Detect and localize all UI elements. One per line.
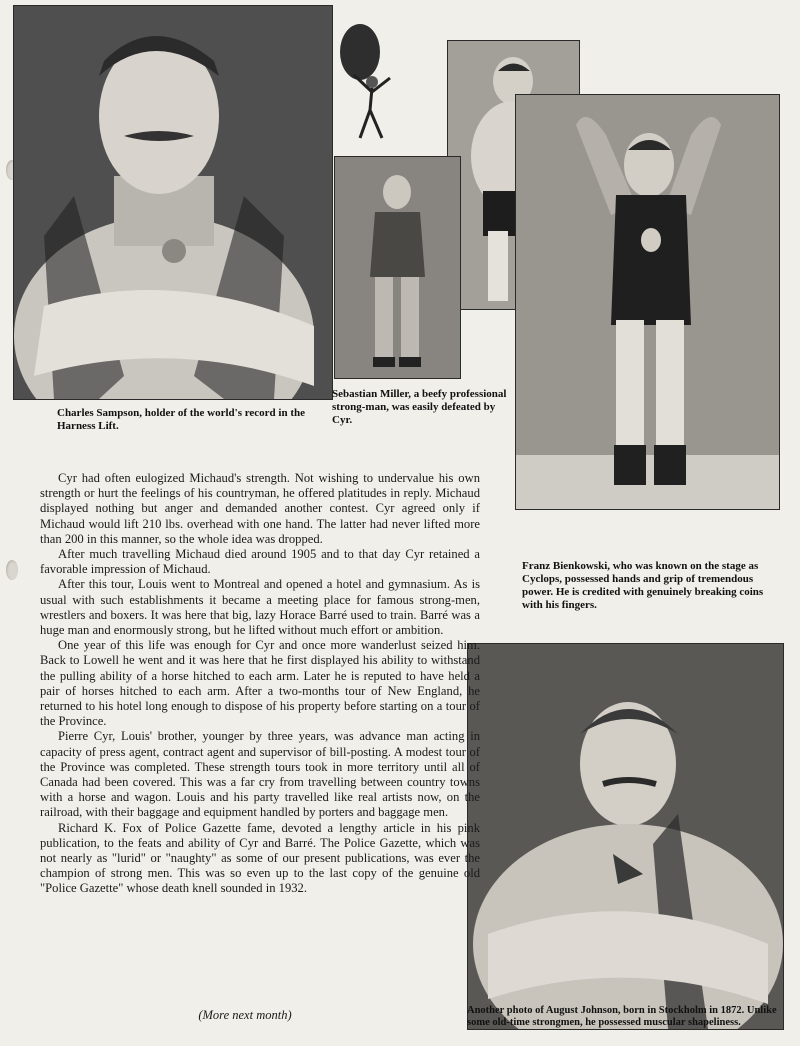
photo-sebastian-miller-2 — [334, 156, 461, 379]
sketch-barrel-lifter — [332, 20, 402, 140]
article-paragraph: After much travelling Michaud died around 1905 and to that day Cyr retained a favorable impression of Michaud. — [40, 547, 480, 577]
strongman-figure — [516, 95, 779, 509]
photo-charles-sampson — [13, 5, 333, 400]
article-paragraph: Pierre Cyr, Louis' brother, younger by three years, was advance man acting in capacity of press agent, contract agent and supervisor of bill-posting. A modest tour of the Province was completed. These strength tours took in more territory until all of Canada had been covered. This was a far cry from travelling between country towns with a horse and wagon. Louis and his party travelled like real artists now, on the railroad, with their baggage and equipment handled by porters and baggage men. — [40, 729, 480, 820]
article-paragraph: One year of this life was enough for Cyr and once more wanderlust seized him. Back to Lowell he went and it was here that he first displayed his ability to withstand the pulling ability of a horse hitched to each arm. Later he is reputed to have held a pair of horses hitched to each arm. After a two-months tour of New England, he returned to his hotel long enough to dispose of his property before starting on a tour of the Province. — [40, 638, 480, 729]
caption-charles-sampson: Charles Sampson, holder of the world's record in the Harness Lift. — [57, 407, 306, 432]
caption-august-johnson: Another photo of August Johnson, born in Stockholm in 1872. Unlike some old-time strongmen, he possessed muscular shapeliness. — [467, 1005, 777, 1028]
continued-note: (More next month) — [198, 1008, 292, 1022]
caption-franz-bienkowski: Franz Bienkowski, who was known on the stage as Cyclops, possessed hands and grip of tremendous power. He is credited with genuinely breaking coins with his fingers. — [522, 560, 764, 611]
article-paragraph: Cyr had often eulogized Michaud's strength. Not wishing to undervalue his own strength or hurt the feelings of his countryman, he offered platitudes in reply. Michaud displayed nothing but anger and demanded another contest. Cyr agreed only if Michaud would lift 210 lbs. overhead with one hand. The latter had never lifted more than 200 in this manner, so the whole idea was dropped. — [40, 471, 480, 546]
barrel-lifter-illustration — [332, 20, 402, 140]
article-paragraph: Richard K. Fox of Police Gazette fame, devoted a lengthy article in his pink publication, to the feats and ability of Cyr and Barré. The Police Gazette, which was not nearly as "lurid" or "naughty" as some of our present publications, was ever the champion of strong men. This was so even up to the last copy of the genuine old "Police Gazette" whose death knell sounded in 1932. — [40, 820, 480, 896]
portrait-figure — [14, 6, 332, 399]
photo-august-johnson — [467, 643, 784, 1030]
caption-sebastian-miller: Sebastian Miller, a beefy professional strong-man, was easily defeated by Cyr. — [332, 388, 507, 426]
article-paragraph: After this tour, Louis went to Montreal and opened a hotel and gymnasium. As is usual with such establishments it became a meeting place for famous strong-men, wrestlers and boxers. It was here that big, lazy Horace Barré used to train. Barré was a huge man and enormously strong, but he lifted without much effort or ambition. — [40, 577, 480, 638]
photo-franz-bienkowski — [515, 94, 780, 510]
binder-hole — [6, 560, 18, 580]
strongman-figure — [335, 157, 460, 378]
article-body — [40, 471, 480, 897]
portrait-figure — [468, 644, 783, 1029]
